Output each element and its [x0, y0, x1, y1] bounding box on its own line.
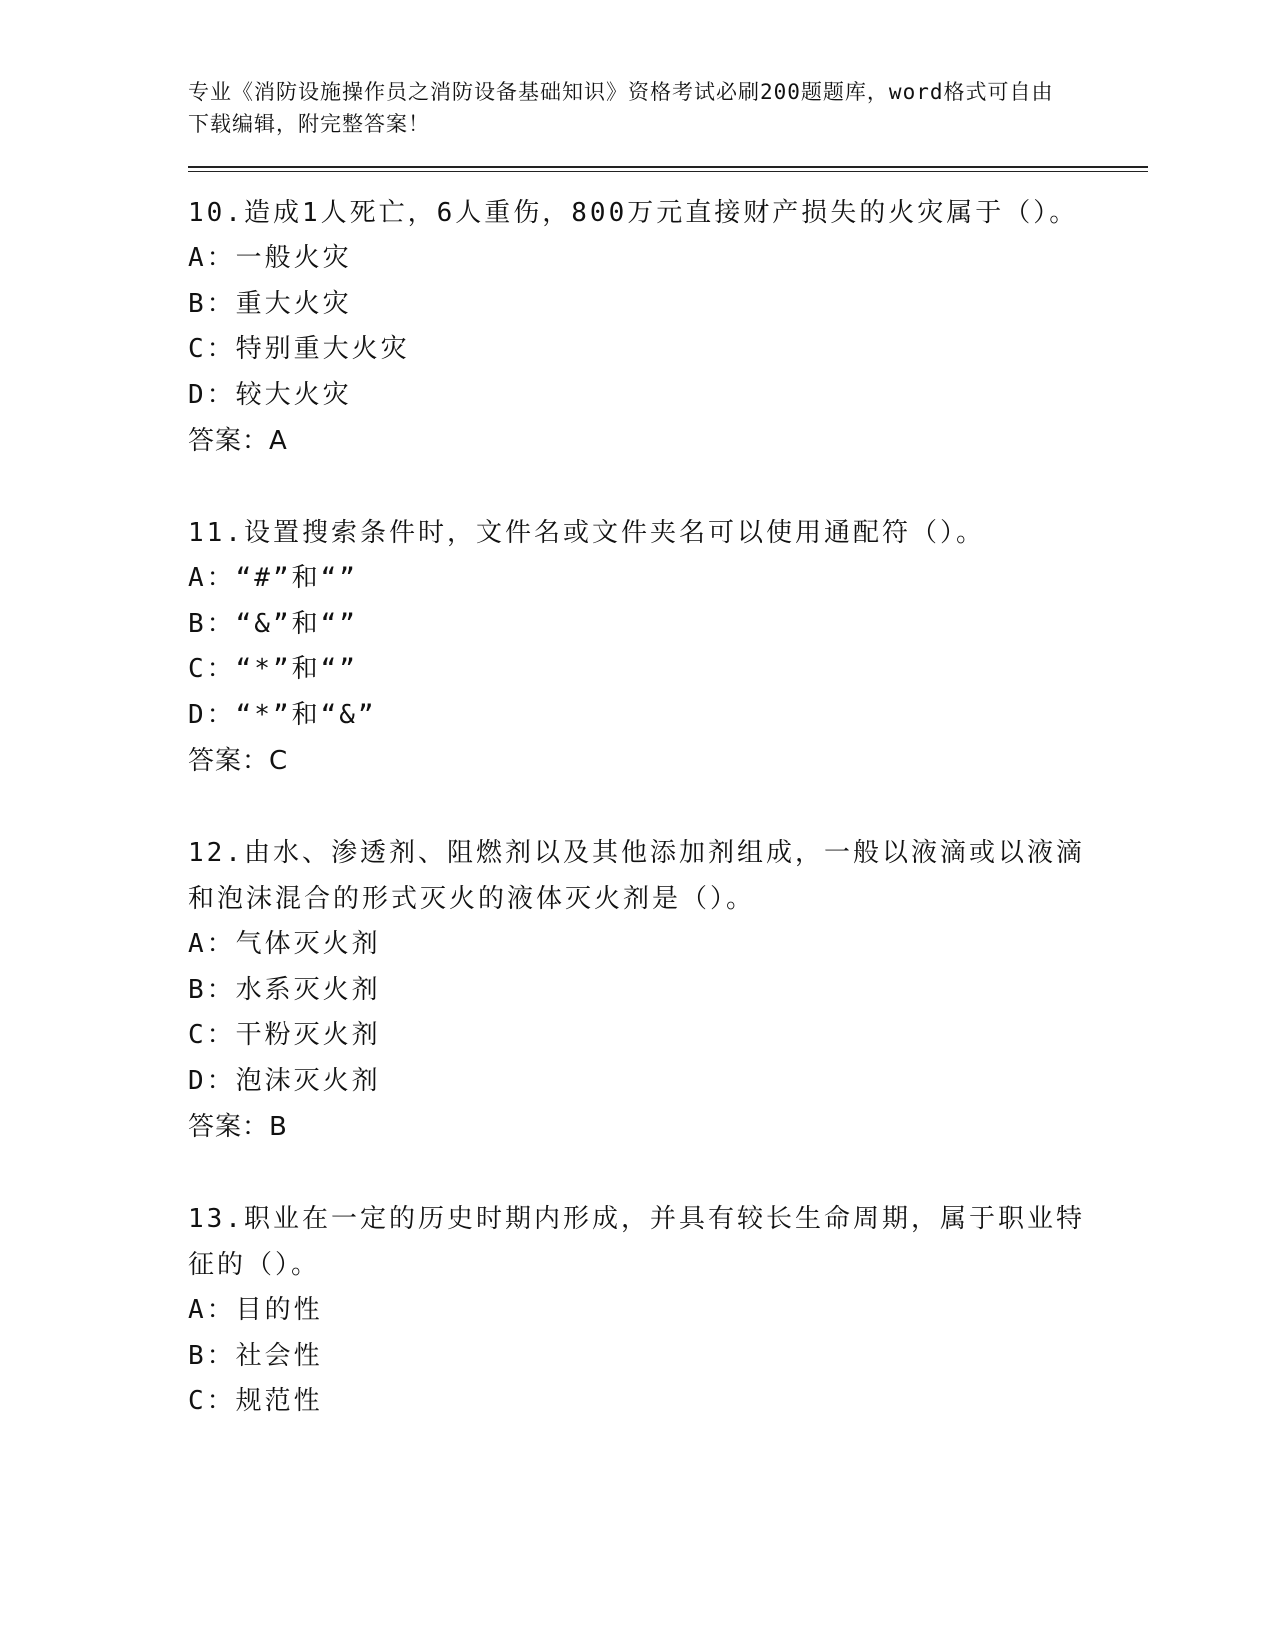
option-list — [188, 922, 1148, 1104]
option-c: C：特别重大火灾 — [188, 334, 410, 364]
answer-line: 答案：B — [188, 1112, 288, 1142]
question-11 — [188, 510, 1148, 784]
option-d: D：“*”和“&” — [188, 699, 377, 730]
option-b: B：“&”和“” — [188, 608, 358, 639]
option-a: A：气体灭火剂 — [188, 929, 381, 959]
option-list — [188, 236, 1148, 418]
option-b: B：水系灭火剂 — [188, 974, 381, 1005]
question-stem: 10.造成1人死亡，6人重伤，800万元直接财产损失的火灾属于（）。 — [188, 198, 1079, 228]
answer-line: 答案：A — [188, 426, 288, 456]
question-stem: 12.由水、渗透剂、阻燃剂以及其他添加剂组成，一般以液滴或以液滴和泡沫混合的形式灭火的液体灭火剂是（）。 — [188, 838, 1085, 914]
question-stem: 13.职业在一定的历史时期内形成，并具有较长生命周期，属于职业特征的（）。 — [188, 1204, 1085, 1280]
option-c: C：“*”和“” — [188, 654, 358, 684]
option-d: D：泡沫灭火剂 — [188, 1065, 381, 1096]
option-list — [188, 1288, 1148, 1425]
document-header: 专业《消防设施操作员之消防设备基础知识》资格考试必刷200题题库，word格式可自由下载编辑，附完整答案！ — [188, 80, 1054, 136]
option-b: B：社会性 — [188, 1340, 323, 1371]
document-page — [188, 76, 1148, 1425]
option-c: C：干粉灭火剂 — [188, 1020, 381, 1050]
option-d: D：较大火灾 — [188, 379, 352, 410]
option-a: A：“#”和“” — [188, 563, 358, 593]
question-10 — [188, 190, 1148, 464]
header-divider — [188, 166, 1148, 172]
answer-line: 答案：C — [188, 746, 289, 776]
option-b: B：重大火灾 — [188, 288, 352, 319]
option-a: A：目的性 — [188, 1295, 323, 1325]
option-list — [188, 556, 1148, 738]
question-12 — [188, 830, 1148, 1150]
option-a: A：一般火灾 — [188, 243, 352, 273]
question-13 — [188, 1196, 1148, 1425]
question-stem: 11.设置搜索条件时，文件名或文件夹名可以使用通配符（）。 — [188, 518, 985, 548]
option-c: C：规范性 — [188, 1386, 323, 1416]
